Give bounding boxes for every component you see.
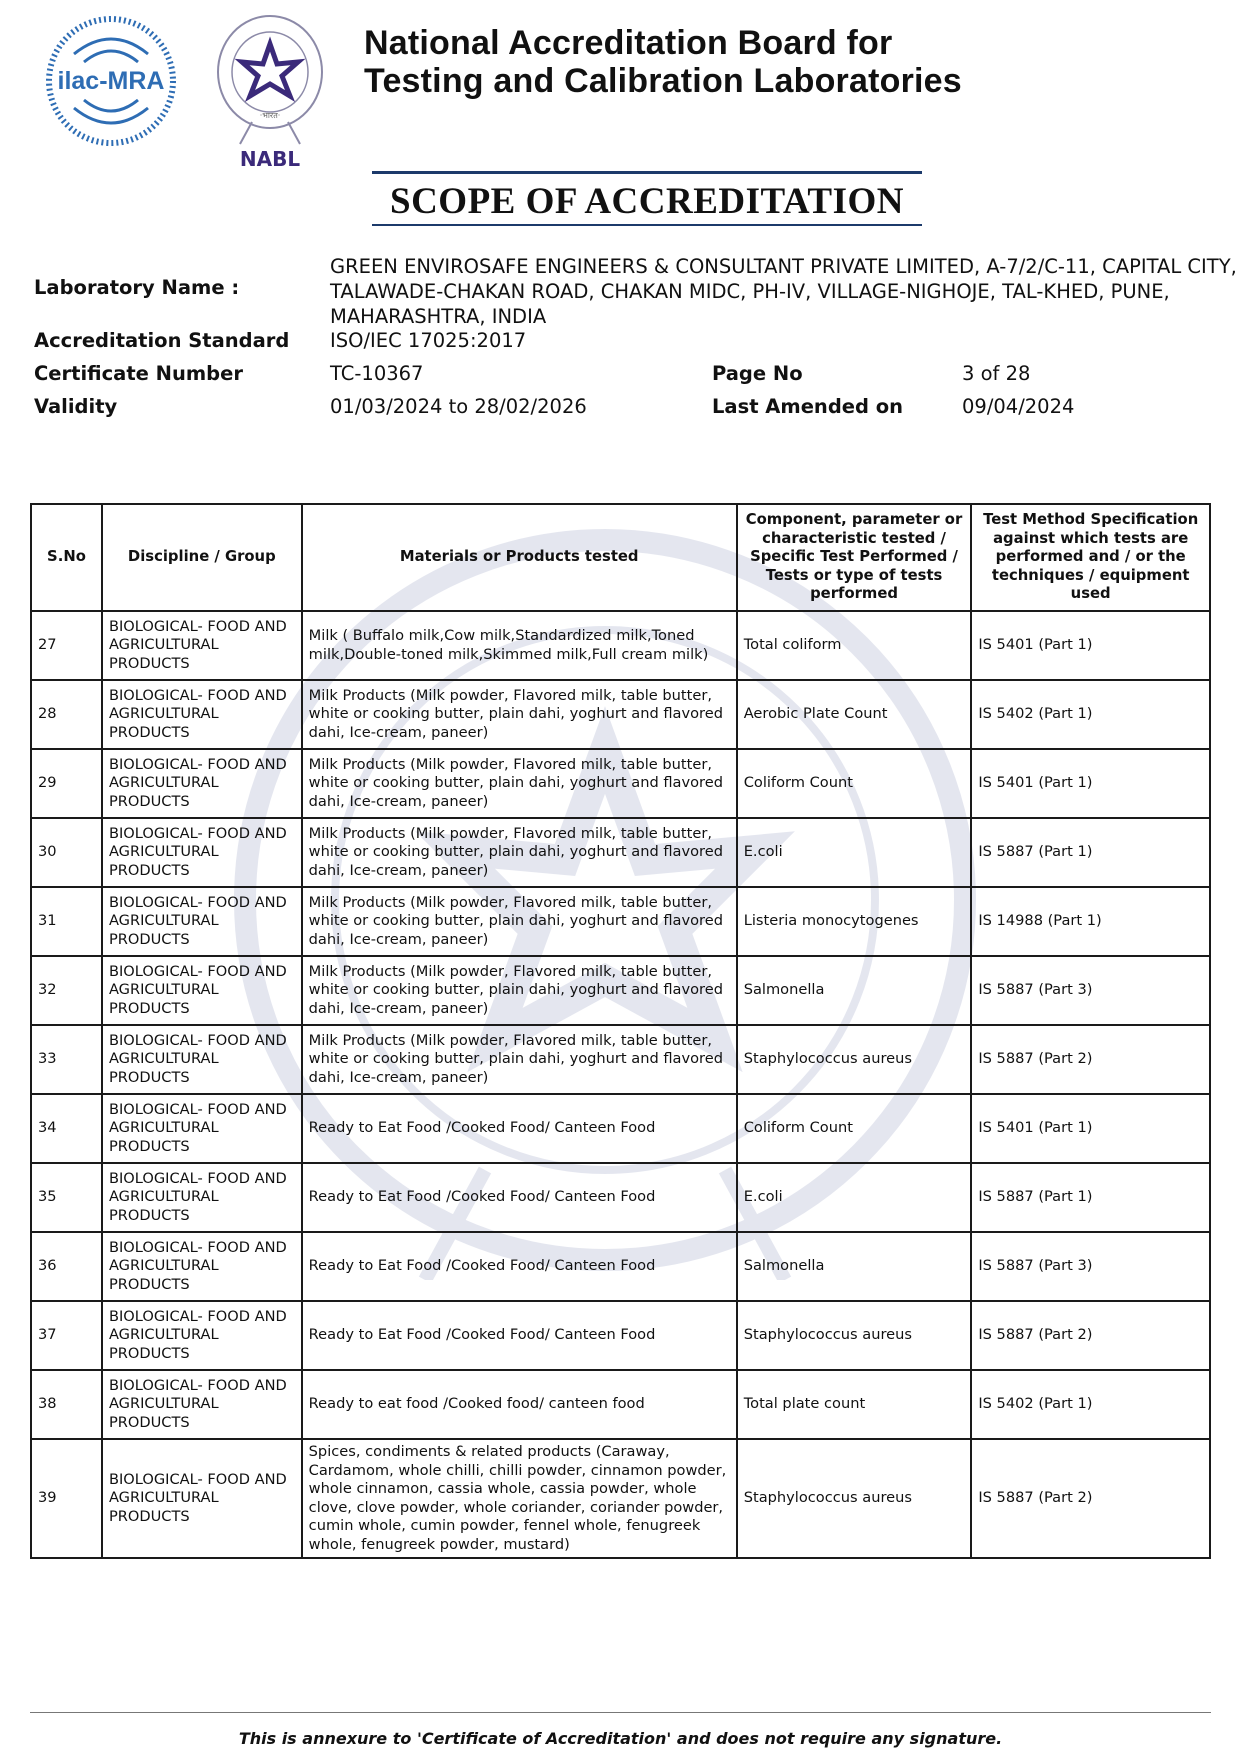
svg-text:ilac-MRA: ilac-MRA <box>57 67 165 95</box>
accreditation-standard-value: ISO/IEC 17025:2017 <box>330 329 527 352</box>
cell-sno: 38 <box>31 1370 102 1439</box>
nabl-logo <box>212 14 328 170</box>
cell-test-method: IS 5401 (Part 1) <box>971 749 1210 818</box>
cell-parameter: Staphylococcus aureus <box>737 1439 972 1558</box>
document-title: SCOPE OF ACCREDITATION <box>390 181 904 222</box>
cell-material: Spices, condiments & related products (Caraway, Cardamom, whole chilli, chilli powder, cinnamon powder, whole cinnamon, cassia whole, cassia powder, whole clove, clove powder, whole coriander, coriander powder, cumin whole, cumin powder, fennel whole, fenugreek whole, fenugreek powder, mustard) <box>302 1439 737 1558</box>
nabl-emblem-icon <box>212 14 328 170</box>
footer-rule <box>30 1712 1211 1713</box>
cell-sno: 39 <box>31 1439 102 1558</box>
organization-title <box>364 24 962 100</box>
cell-sno: 35 <box>31 1163 102 1232</box>
org-title-line-2: Testing and Calibration Laboratories <box>364 62 962 100</box>
cell-material: Milk Products (Milk powder, Flavored milk, table butter, white or cooking butter, plain dahi, yoghurt and flavored dahi, Ice-cream, paneer) <box>302 818 737 887</box>
table-body <box>31 611 1210 1558</box>
page-no-value: 3 of 28 <box>962 362 1031 385</box>
last-amended-value: 09/04/2024 <box>962 395 1075 418</box>
cell-discipline: BIOLOGICAL- FOOD AND AGRICULTURAL PRODUCTS <box>102 1163 302 1232</box>
table-header-row <box>31 504 1210 611</box>
cell-parameter: Staphylococcus aureus <box>737 1025 972 1094</box>
title-rule-bottom <box>372 224 922 226</box>
cell-discipline: BIOLOGICAL- FOOD AND AGRICULTURAL PRODUCTS <box>102 1370 302 1439</box>
cell-material: Milk Products (Milk powder, Flavored milk, table butter, white or cooking butter, plain dahi, yoghurt and flavored dahi, Ice-cream, paneer) <box>302 887 737 956</box>
table-row <box>31 1301 1210 1370</box>
cell-parameter: Coliform Count <box>737 749 972 818</box>
table-row <box>31 818 1210 887</box>
cell-discipline: BIOLOGICAL- FOOD AND AGRICULTURAL PRODUCTS <box>102 1439 302 1558</box>
cell-test-method: IS 5887 (Part 2) <box>971 1301 1210 1370</box>
laboratory-name-label: Laboratory Name : <box>34 276 240 299</box>
cell-material: Ready to Eat Food /Cooked Food/ Canteen Food <box>302 1163 737 1232</box>
certificate-number-value: TC-10367 <box>330 362 424 385</box>
table-row <box>31 1439 1210 1558</box>
cell-sno: 31 <box>31 887 102 956</box>
cell-sno: 33 <box>31 1025 102 1094</box>
table-row <box>31 749 1210 818</box>
cell-sno: 32 <box>31 956 102 1025</box>
cell-parameter: E.coli <box>737 1163 972 1232</box>
title-rule-top <box>372 171 922 174</box>
cell-discipline: BIOLOGICAL- FOOD AND AGRICULTURAL PRODUCTS <box>102 1301 302 1370</box>
cell-parameter: Coliform Count <box>737 1094 972 1163</box>
table-row <box>31 1025 1210 1094</box>
cell-parameter: Listeria monocytogenes <box>737 887 972 956</box>
table-row <box>31 1370 1210 1439</box>
cell-discipline: BIOLOGICAL- FOOD AND AGRICULTURAL PRODUCTS <box>102 680 302 749</box>
cell-parameter: Salmonella <box>737 956 972 1025</box>
cell-discipline: BIOLOGICAL- FOOD AND AGRICULTURAL PRODUCTS <box>102 611 302 680</box>
cell-discipline: BIOLOGICAL- FOOD AND AGRICULTURAL PRODUCTS <box>102 1094 302 1163</box>
cell-parameter: Salmonella <box>737 1232 972 1301</box>
ilac-mra-icon <box>44 14 178 148</box>
cell-test-method: IS 5402 (Part 1) <box>971 680 1210 749</box>
cell-test-method: IS 14988 (Part 1) <box>971 887 1210 956</box>
page-no-label: Page No <box>712 362 803 385</box>
cell-material: Milk Products (Milk powder, Flavored milk, table butter, white or cooking butter, plain dahi, yoghurt and flavored dahi, Ice-cream, paneer) <box>302 1025 737 1094</box>
last-amended-label: Last Amended on <box>712 395 904 418</box>
laboratory-name-value: GREEN ENVIROSAFE ENGINEERS & CONSULTANT PRIVATE LIMITED, A-7/2/C-11, CAPITAL CITY, TALAWADE-CHAKAN ROAD, CHAKAN MIDC, PH-IV, VILLAGE-NIGHOJE, TAL-KHED, PUNE, MAHARASHTRA, INDIA <box>330 255 1237 328</box>
accreditation-standard-label: Accreditation Standard <box>34 329 290 352</box>
header-parameter: Component, parameter or characteristic tested / Specific Test Performed / Tests or type of tests performed <box>737 504 972 611</box>
table-row <box>31 680 1210 749</box>
cell-sno: 37 <box>31 1301 102 1370</box>
cell-test-method: IS 5401 (Part 1) <box>971 1094 1210 1163</box>
cell-discipline: BIOLOGICAL- FOOD AND AGRICULTURAL PRODUCTS <box>102 956 302 1025</box>
footer-note: This is annexure to 'Certificate of Accreditation' and does not require any signature. <box>238 1729 1003 1748</box>
cell-parameter: Staphylococcus aureus <box>737 1301 972 1370</box>
cell-material: Milk Products (Milk powder, Flavored milk, table butter, white or cooking butter, plain dahi, yoghurt and flavored dahi, Ice-cream, paneer) <box>302 749 737 818</box>
cell-test-method: IS 5402 (Part 1) <box>971 1370 1210 1439</box>
cell-material: Ready to Eat Food /Cooked Food/ Canteen Food <box>302 1232 737 1301</box>
validity-value: 01/03/2024 to 28/02/2026 <box>330 395 587 418</box>
cell-sno: 27 <box>31 611 102 680</box>
table-row <box>31 1094 1210 1163</box>
cell-material: Ready to Eat Food /Cooked Food/ Canteen Food <box>302 1301 737 1370</box>
cell-test-method: IS 5887 (Part 1) <box>971 818 1210 887</box>
svg-text:NABL: NABL <box>239 147 301 170</box>
header-sno: S.No <box>31 504 102 611</box>
cell-test-method: IS 5887 (Part 1) <box>971 1163 1210 1232</box>
table-row <box>31 887 1210 956</box>
scope-table <box>30 503 1211 1559</box>
cell-discipline: BIOLOGICAL- FOOD AND AGRICULTURAL PRODUCTS <box>102 818 302 887</box>
certificate-number-label: Certificate Number <box>34 362 243 385</box>
cell-test-method: IS 5887 (Part 3) <box>971 956 1210 1025</box>
cell-parameter: E.coli <box>737 818 972 887</box>
cell-discipline: BIOLOGICAL- FOOD AND AGRICULTURAL PRODUCTS <box>102 887 302 956</box>
cell-material: Ready to Eat Food /Cooked Food/ Canteen Food <box>302 1094 737 1163</box>
cell-discipline: BIOLOGICAL- FOOD AND AGRICULTURAL PRODUCTS <box>102 749 302 818</box>
cell-sno: 28 <box>31 680 102 749</box>
table-row <box>31 956 1210 1025</box>
cell-test-method: IS 5401 (Part 1) <box>971 611 1210 680</box>
cell-sno: 29 <box>31 749 102 818</box>
cell-sno: 36 <box>31 1232 102 1301</box>
table-row <box>31 1163 1210 1232</box>
header-discipline: Discipline / Group <box>102 504 302 611</box>
cell-discipline: BIOLOGICAL- FOOD AND AGRICULTURAL PRODUCTS <box>102 1025 302 1094</box>
cell-parameter: Aerobic Plate Count <box>737 680 972 749</box>
cell-parameter: Total plate count <box>737 1370 972 1439</box>
cell-test-method: IS 5887 (Part 2) <box>971 1439 1210 1558</box>
svg-text:·भारत·: ·भारत· <box>259 111 281 120</box>
cell-test-method: IS 5887 (Part 3) <box>971 1232 1210 1301</box>
cell-discipline: BIOLOGICAL- FOOD AND AGRICULTURAL PRODUCTS <box>102 1232 302 1301</box>
validity-label: Validity <box>34 395 118 418</box>
ilac-mra-logo <box>44 14 178 148</box>
table-row <box>31 1232 1210 1301</box>
cell-material: Milk Products (Milk powder, Flavored milk, table butter, white or cooking butter, plain dahi, yoghurt and flavored dahi, Ice-cream, paneer) <box>302 680 737 749</box>
cell-parameter: Total coliform <box>737 611 972 680</box>
cell-test-method: IS 5887 (Part 2) <box>971 1025 1210 1094</box>
org-title-line-1: National Accreditation Board for <box>364 24 893 62</box>
cell-material: Milk ( Buffalo milk,Cow milk,Standardized milk,Toned milk,Double-toned milk,Skimmed milk,Full cream milk) <box>302 611 737 680</box>
cell-sno: 30 <box>31 818 102 887</box>
cell-material: Ready to eat food /Cooked food/ canteen food <box>302 1370 737 1439</box>
table-row <box>31 611 1210 680</box>
cell-material: Milk Products (Milk powder, Flavored milk, table butter, white or cooking butter, plain dahi, yoghurt and flavored dahi, Ice-cream, paneer) <box>302 956 737 1025</box>
cell-sno: 34 <box>31 1094 102 1163</box>
header-materials: Materials or Products tested <box>302 504 737 611</box>
header-test-method: Test Method Specification against which tests are performed and / or the techniques / equipment used <box>971 504 1210 611</box>
